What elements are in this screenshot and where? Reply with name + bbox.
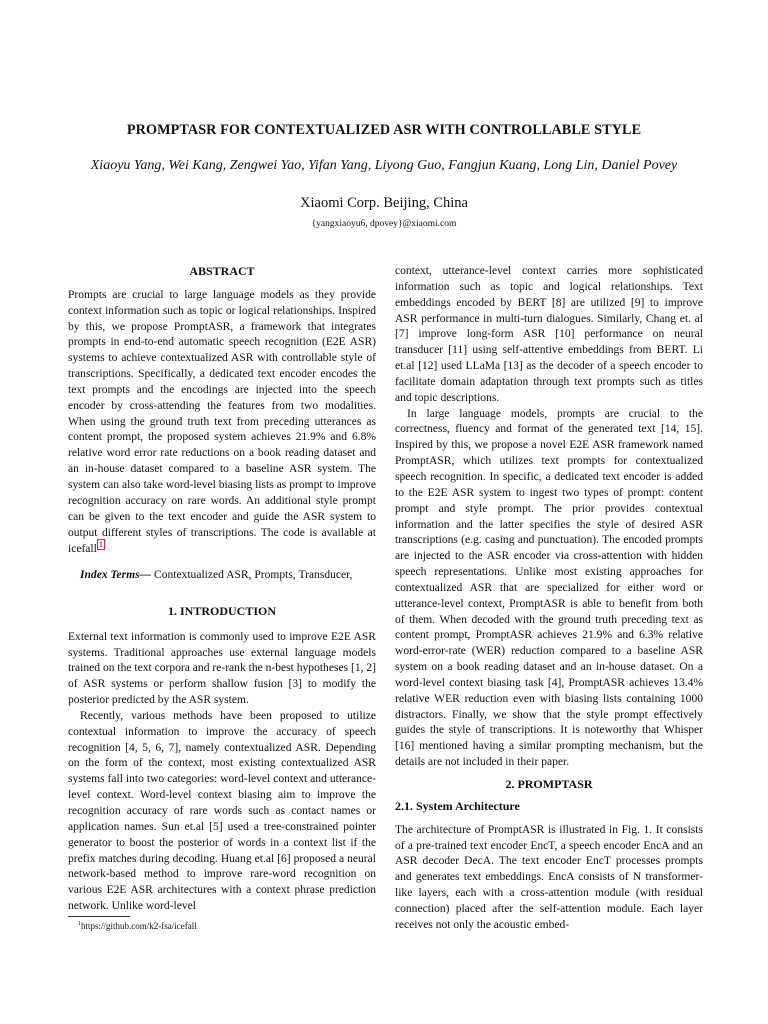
intro-paragraph-3: context, utterance-level context carries more sophisticated information such as topic and logical relationships. Text embeddings encoded by BERT [8] are utilized [9] to improve ASR performance in multi-turn dialogues. Similarly, Chang et. al [7] improve long-form ASR [10] performance on neural transducer [11] using self-attentive embeddings from BERT. Li et.al [12] used LLaMa [13] as the decoder of a speech encoder to facilitate domain adaptation through text prompts such as titles and topic descriptions.	[395, 265, 703, 404]
system-architecture-subheading: 2.1. System Architecture	[395, 798, 520, 813]
footnote-link[interactable]: 1	[98, 540, 103, 550]
promptasr-heading: 2. PROMPTASR	[505, 777, 593, 791]
abstract-body	[68, 288, 376, 558]
abstract-heading: ABSTRACT	[189, 264, 255, 278]
paper-title: PROMPTASR FOR CONTEXTUALIZED ASR WITH CONTROLLABLE STYLE	[126, 122, 642, 138]
index-terms-text: Contextualized ASR, Prompts, Transducer,	[151, 569, 353, 582]
index-terms-label: Index Terms—	[80, 569, 152, 582]
right-column	[395, 264, 703, 934]
intro-paragraph-2: Recently, various methods have been proposed to utilize contextual information to improve the accuracy of speech recognition [4, 5, 6, 7], namely contextualized ASR. Depending on the form of the context, most existing contextualized ASR systems fall into two categories: word-level context and utterance-level context. Word-level context biasing aim to improve the recognition accuracy of rare words such as contact names or application names. Sun et.al [5] used a tree-constrained pointer generator to boost the posterior of words in a context list if the prefix matches during decoding. Huang et.al [6] proposed a neural network-based method to improve rare-word recognition on various E2E ASR architectures with a context phrase prediction network. Unlike word-level	[68, 709, 376, 913]
intro-paragraph-1: External text information is commonly used to improve E2E ASR systems. Traditional approaches use external language models trained on the text corpora and re-rank the n-best hypotheses [1, 2] of ASR systems or perform shallow fusion [3] to modify the posterior predicted by the ASR system.	[68, 630, 376, 707]
abstract-text: Prompts are crucial to large language models as they provide context information such as topic or logical relationships. Inspired by this, we propose PromptASR, a framework that integrates prompts in end-to-end automatic speech recognition (E2E ASR) systems to achieve contextualized ASR with controllable style of transcriptions. Specifically, a dedicated text encoder encodes the text prompts and the encodings are injected into the speech encoder by cross-attending the features from two modalities. When using the ground truth text from preceding utterances as content prompt, the proposed system achieves 21.9% and 6.8% relative word error rate reductions on a book reading dataset and an in-house dataset compared to a baseline ASR system. The system can also take word-level biasing lists as prompt to improve recognition accuracy on rare words. An additional style prompt can be given to the text encoder and guide the ASR system to output different styles of transcriptions. The code is available at icefall	[68, 288, 376, 556]
architecture-paragraph: The architecture of PromptASR is illustrated in Fig. 1. It consists of a pre-trained text encoder EncT, a speech encoder EncA and an ASR decoder DecA. The text encoder EncT processes prompts and generates text embeddings. EncA consists of N transformer-like layers, each with a cross-attention module (with residual connection) placed after the self-attention module. Each layer receives not only the acoustic embed-	[395, 823, 703, 931]
intro-paragraph-4: In large language models, prompts are crucial to the correctness, fluency and format of the generated text [14, 15]. Inspired by this, we propose a novel E2E ASR framework named PromptASR, which utilizes text prompts for contextualized speech recognition. In specific, a dedicated text encoder is added to the E2E ASR system to ingest two types of prompt: content prompt and style prompt. The prior provides contextual information and the latter specifies the style of desired ASR transcriptions (e.g. casing and punctuation). The encoded prompts are injected to the ASR encoder via cross-attention with hidden speech representations. Unlike most existing approaches for contextualized ASR that are specialized for either word or utterance-level context, PromptASR is able to benefit from both of them. When decoded with the ground truth preceding text as content prompt, PromptASR achieves 21.9% and 6.3% relative word-error-rate (WER) reduction compared to a baseline ASR system on a book reading dataset and an in-house dataset. On a word-level context biasing task [4], PromptASR achieves 13.4% relative WER reduction even with biasing lists containing 1000 distractors. Finally, we show that the style prompt effectively guides the style of transcriptions. It is noteworthy that Whisper [16] mentioned having a similar prompting mechanism, but the details are not included in their paper.	[395, 407, 703, 769]
author-email: {yangxiaoyu6, dpovey}@xiaomi.com	[311, 219, 457, 229]
index-terms	[68, 568, 376, 584]
left-column	[68, 264, 376, 915]
footnote-url[interactable]: https://github.com/k2-fsa/icefall	[81, 921, 197, 931]
footnote-divider	[68, 916, 130, 917]
author-list: Xiaoyu Yang, Wei Kang, Zengwei Yao, Yifan Yang, Liyong Guo, Fangjun Kuang, Long Lin, Daniel Povey	[90, 158, 678, 173]
footnote-mark: 1	[78, 921, 81, 927]
affiliation: Xiaomi Corp. Beijing, China	[300, 195, 468, 211]
intro-heading: 1. INTRODUCTION	[167, 603, 276, 618]
footnote	[78, 921, 197, 931]
